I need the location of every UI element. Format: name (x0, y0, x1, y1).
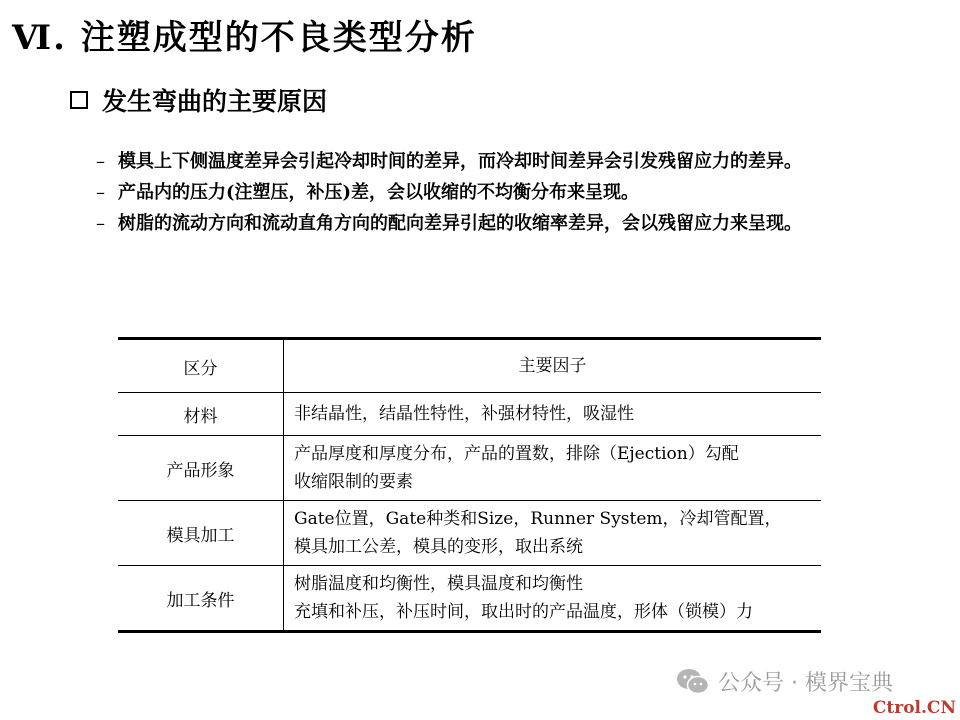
header-category: 区分 (118, 339, 284, 393)
factor-line: 非结晶性，结晶性特性，补强材特性，吸湿性 (294, 404, 634, 424)
table-row (118, 436, 821, 501)
section-heading-text: 发生弯曲的主要原因 (102, 87, 328, 116)
factor-line: 模具加工公差，模具的变形，取出系统 (294, 537, 583, 557)
dash-marker: – (96, 182, 105, 203)
checkbox-icon (70, 91, 88, 109)
table-header-row (118, 339, 821, 393)
factor-line: 树脂温度和均衡性，模具温度和均衡性 (294, 574, 583, 594)
dash-marker: – (96, 151, 105, 172)
factor-line: 充填和补压，补压时间，取出时的产品温度，形体（锁模）力 (294, 602, 753, 622)
list-item-text: 产品内的压力(注塑压，补压)差，会以收缩的不均衡分布来呈现。 (118, 182, 640, 203)
list-item (96, 177, 826, 208)
list-item (96, 146, 826, 177)
dash-marker: – (96, 213, 105, 234)
wechat-icon (676, 667, 710, 697)
factor-table (118, 337, 821, 633)
header-factors: 主要因子 (284, 339, 822, 393)
table-row (118, 566, 821, 632)
section-heading (70, 82, 327, 118)
row-category: 模具加工 (118, 501, 284, 566)
row-factors (284, 436, 822, 501)
watermark (676, 666, 893, 697)
watermark-text: 公众号 · 模界宝典 (718, 671, 893, 696)
factor-line: 收缩限制的要素 (294, 472, 413, 492)
table-row (118, 393, 821, 436)
factor-line: Gate位置，Gate种类和Size，Runner System，冷却管配置， (294, 509, 782, 529)
factor-line: 产品厚度和厚度分布，产品的置数，排除（Ejection）勾配 (294, 444, 739, 464)
row-category: 产品形象 (118, 436, 284, 501)
cause-list (96, 146, 826, 239)
list-item-text: 树脂的流动方向和流动直角方向的配向差异引起的收缩率差异，会以残留应力来呈现。 (118, 213, 802, 234)
row-category: 材料 (118, 393, 284, 436)
list-item (96, 208, 826, 239)
page-title: Ⅵ. 注塑成型的不良类型分析 (12, 18, 477, 58)
list-item-text: 模具上下侧温度差异会引起冷却时间的差异，而冷却时间差异会引发残留应力的差异。 (118, 151, 802, 172)
row-factors (284, 393, 822, 436)
row-factors (284, 566, 822, 632)
row-factors (284, 501, 822, 566)
row-category: 加工条件 (118, 566, 284, 632)
table-row (118, 501, 821, 566)
site-credit: Ctrol.CN (872, 698, 956, 718)
